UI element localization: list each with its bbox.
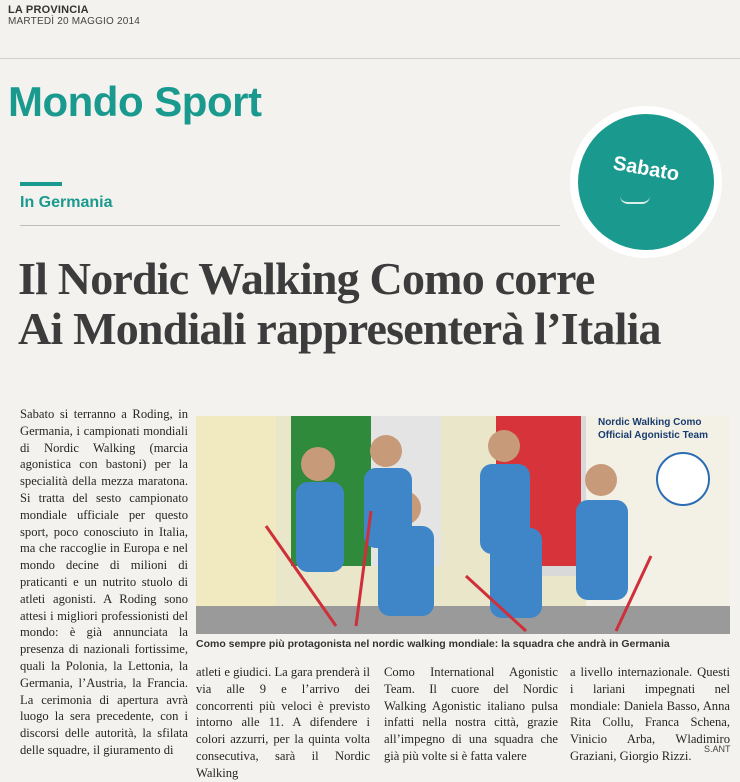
team-logo: [656, 452, 710, 506]
day-badge: [578, 114, 714, 250]
article-column-3: Como International Agonistic Team. Il cuore del Nordic Walking Agonistic italiano pulsa infatti nella nostra città, grazie all’impegno di una squadra che già più volte si è fatta valere: [384, 665, 558, 763]
article-column-1: Sabato si terranno a Roding, in Germania, i campionati mondiali di Nordic Walking (marcia agonistica con bastoni) per la specialità della mezza maratona. Si tratta del sesto campionato mondiale ufficiale per questo sport, poco conosciuto in Italia, ma che raccoglie in Europa e nel mondo decine di milioni di praticanti e un nutrito stuolo di atleti agonisti. A Roding sono attesi i migliori professionisti del mondo: è già annunciata la presenza di nazionali fortissime, quali la Polonia, la Lettonia, la Germania, l’Austria, la Francia. La cerimonia di apertura avrà luogo la sera precedente, con i discorsi delle autorità, la sfilata delle squadre, il giuramento di: [20, 407, 188, 757]
shoe-icon: [620, 196, 650, 204]
paper-name: LA PROVINCIA: [8, 4, 89, 16]
photo-caption: Como sempre più protagonista nel nordic walking mondiale: la squadra che andrà in Germania: [196, 638, 670, 650]
byline: S.ANT: [704, 744, 731, 754]
masthead: [8, 4, 140, 28]
article-column-2: atleti e giudici. La gara prenderà il via alle 9 e l’arrivo dei concorrenti più veloci è previsto intorno alle 11. A difendere i colori azzurri, per la quinta volta consecutiva, sarà il Nordic Walking: [196, 665, 370, 780]
issue-date: MARTEDÌ 20 MAGGIO 2014: [8, 16, 141, 27]
kicker-divider: [20, 225, 560, 226]
team-photo-illustration: [196, 416, 730, 634]
headline-line-2: Ai Mondiali rappresenterà l’Italia: [18, 303, 661, 354]
day-badge-label: Sabato: [611, 152, 681, 186]
kicker-bar: [20, 182, 62, 186]
divider: [0, 58, 740, 59]
team-label: Nordic Walking Como Official Agonistic Team: [597, 417, 708, 441]
article-column-4: a livello internazionale. Questi i lariani impegnati nel mondiale: Daniela Basso, Anna Rita Collu, Franca Schena, Vinicio Arba, Wladimiro Graziani, Giorgio Rizzi.: [570, 665, 730, 763]
headline: [18, 254, 733, 354]
headline-line-1: Il Nordic Walking Como corre: [18, 253, 595, 304]
team-photo: [196, 416, 730, 634]
section-title: Mondo Sport: [8, 78, 262, 125]
kicker: In Germania: [20, 194, 113, 211]
